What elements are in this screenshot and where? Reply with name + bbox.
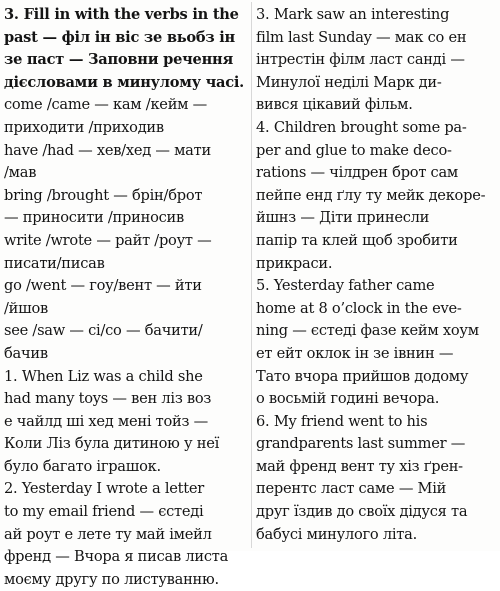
left-column-line: 2. Yesterday I wrote a letter [4,480,204,498]
right-column-line: ning — єстеді фазе кейм хоум [256,322,479,340]
left-column-line: бачив [4,344,48,362]
right-column-line: бабусі минулого літа. [256,525,417,543]
left-column-line: зе паст — Заповни речення [4,51,233,69]
right-column-line: 6. My friend went to his [256,412,428,430]
left-column-line: 3. Fill in with the verbs in the [4,6,239,23]
right-column-line: інтрестін філм ласт санді — [256,51,465,69]
right-column-line: per and glue to make deco- [256,141,452,159]
right-column-line: пейпе енд ґлу ту мейк декоре- [256,186,486,204]
left-column-line: /мав [4,164,37,182]
right-column-line: прикраси. [256,254,333,272]
left-column-line: приходити /приходив [4,118,164,136]
left-column-line: past — філ ін віс зе вьобз ін [4,28,235,46]
left-column-line: /йшов [4,299,48,317]
left-column-line: had many toys — вен ліз воз [4,390,212,408]
right-column-line: вився цікавий фільм. [256,96,413,114]
right-column-line: home at 8 o’clock in the eve- [256,299,462,317]
right-column-line: Тато вчора прийшов додому [256,367,469,385]
left-column-line: see /saw — сі/со — бачити/ [4,322,203,340]
left-column-line: е чайлд ші хед мені тойз — [4,412,208,430]
right-column-line: папір та клей щоб зробити [256,231,458,249]
left-column-line: bring /brought — брін/брот [4,186,203,204]
right-column-line: май френд вент ту хіз ґрен- [256,457,463,475]
left-column-line: write /wrote — райт /роут — [4,231,212,249]
right-column-line: перентс ласт саме — Мій [256,480,447,498]
right-column-line: о восьмій годині вечора. [256,390,440,408]
left-column-line: писати/писав [4,254,105,272]
right-column-line: друг їздив до своїх дідуся та [256,503,468,521]
right-column-line: film last Sunday — мак со ен [256,28,467,46]
right-column-line: йшнз — Діти принесли [256,209,430,227]
left-column-line: go /went — гоу/вент — йти [4,277,202,295]
right-column-line: rations — чілдрен брот сам [256,164,459,182]
left-column-line: 1. When Liz was a child she [4,367,203,385]
left-column-line: — приносити /приносив [4,209,184,227]
left-column-line: have /had — хев/хед — мати [4,141,211,159]
left-column-line: Коли Ліз була дитиною у неї [4,435,220,453]
left-column-line: come /came — кам /кейм — [4,96,208,114]
right-column-line: grandparents last summer — [256,435,466,453]
left-column-line: було багато іграшок. [4,457,161,475]
right-column-line: 5. Yesterday father came [256,277,435,295]
right-column-line: 3. Mark saw an interesting [256,6,450,23]
left-column [4,4,248,591]
left-column-line: ай роут е лете ту май імейл [4,525,212,543]
left-column-line: моєму другу по листуванню. [4,570,219,588]
right-column-line: 4. Children brought some pa- [256,118,467,136]
left-column-line: дієсловами в минулому часі. [4,73,245,91]
right-column-line: Минулої неділі Марк ди- [256,73,442,91]
right-column-line: ет ейт оклок ін зе івнин — [256,344,454,362]
column-divider [251,2,252,548]
left-column-line: to my email friend — єстеді [4,503,204,521]
left-column-line: френд — Вчора я писав листа [4,548,229,566]
right-column [256,4,496,546]
